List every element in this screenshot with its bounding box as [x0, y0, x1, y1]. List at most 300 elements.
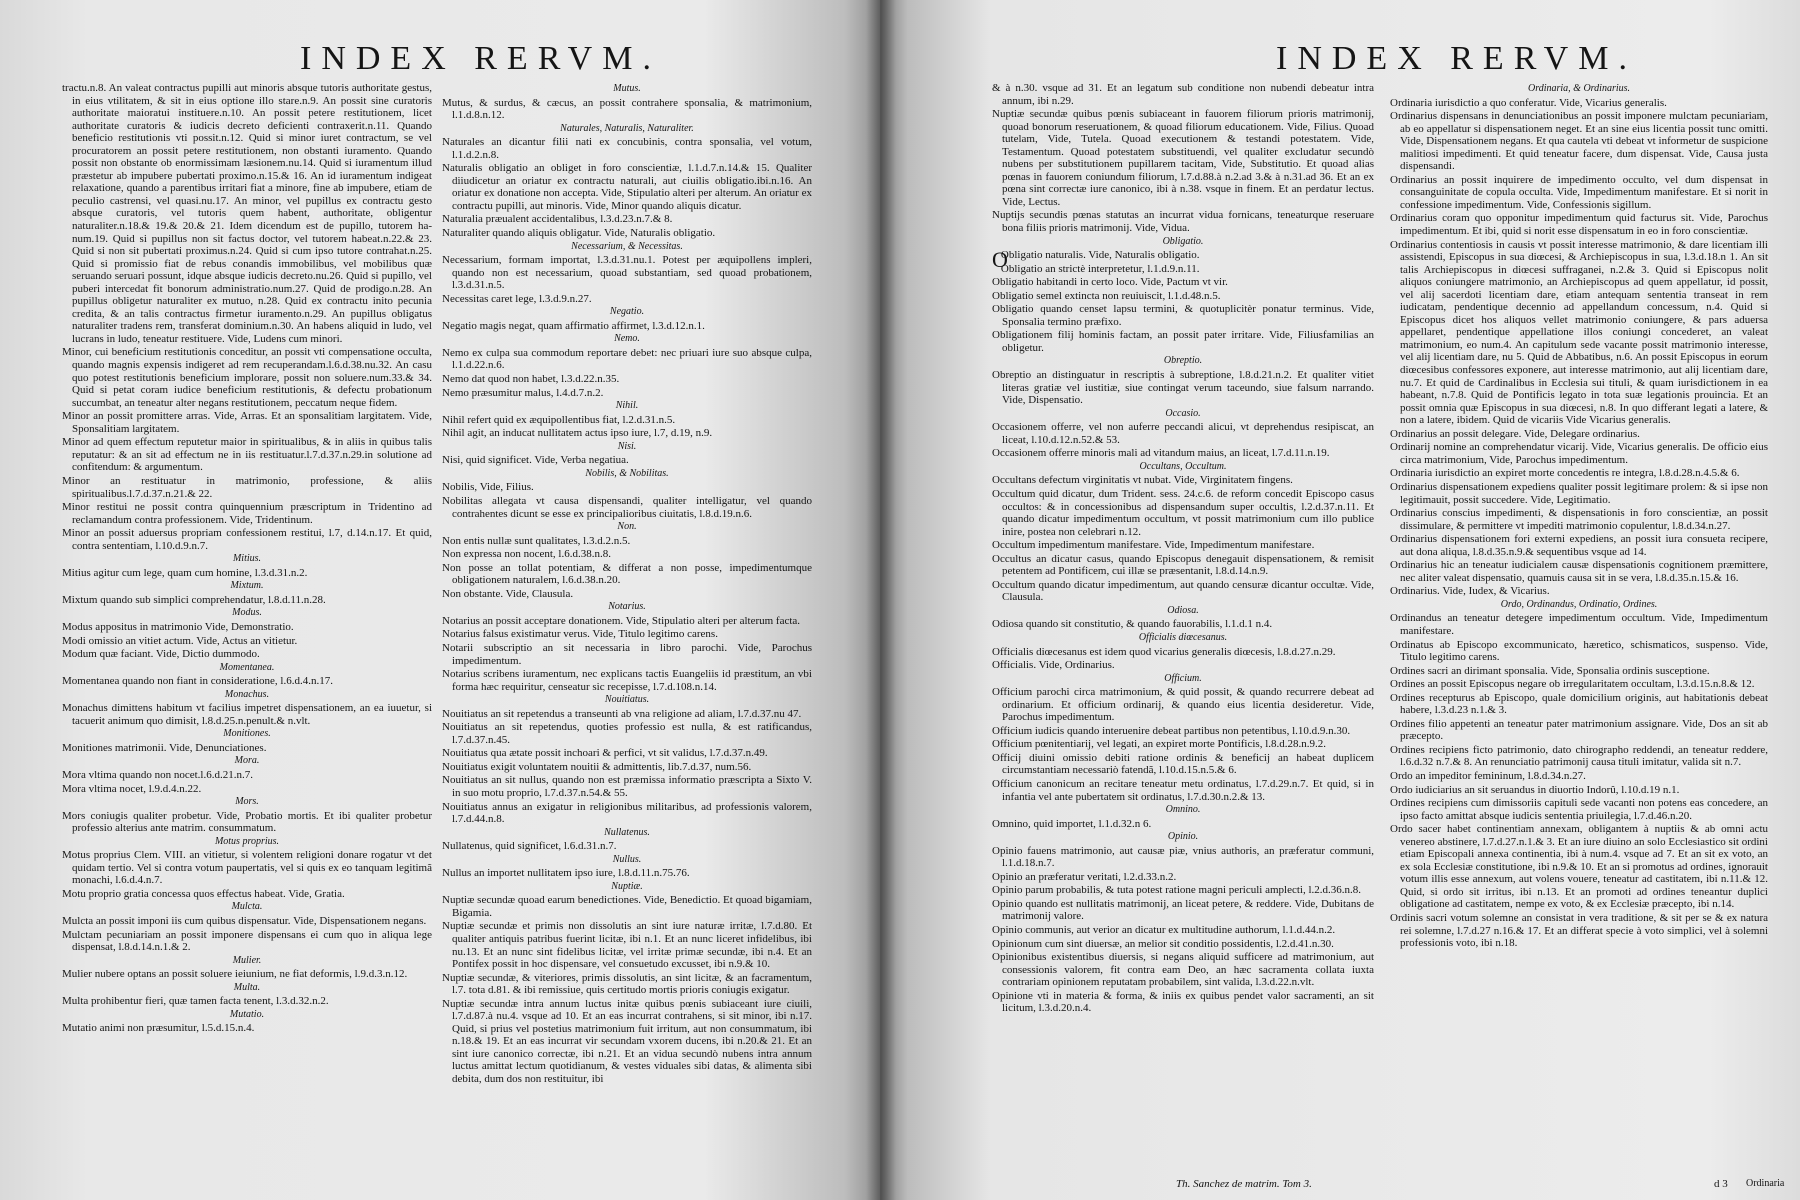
- index-entry: [992, 686, 1374, 724]
- index-entry: [992, 369, 1374, 407]
- index-entry-text: Minor ad quem effectum reputetur maior in spiritualibus, & in aliis in quibus talis reputatur: & an sit ad effectum ne in iis restituatur.l.7.d.37.n.29.in solutione ad confitendum: & argumentum.: [62, 436, 432, 474]
- index-entry: [1390, 97, 1768, 110]
- index-entry-text: Mulctam pecuniariam an possit imponere dispensans ei cum quo in aliqua lege dispensat, l.8.d.14.n.1.& 2.: [62, 928, 432, 954]
- section-heading-text: Occasio.: [1165, 407, 1201, 419]
- index-entry: [1390, 585, 1768, 598]
- index-entry: [62, 621, 432, 634]
- section-heading-text: Nobilis, & Nobilitas.: [585, 467, 669, 479]
- index-entry-text: Necessitas caret lege, l.3.d.9.n.27.: [442, 292, 592, 305]
- index-entry: [992, 488, 1374, 538]
- index-entry: [992, 276, 1374, 289]
- section-heading: [62, 796, 432, 809]
- index-entry-text: Nullus an importet nullitatem ipso iure, l.8.d.11.n.75.76.: [442, 867, 690, 880]
- section-heading-text: Ordinaria, & Ordinarius.: [1527, 83, 1631, 94]
- index-entry-text: Nemo præsumitur malus, l.4.d.7.n.2.: [442, 386, 604, 399]
- section-heading: [62, 982, 432, 995]
- index-entry: [442, 972, 812, 997]
- index-entry-text: Mora vltima quando non nocet.l.6.d.21.n.7.: [62, 768, 253, 781]
- index-entry-text: Opinione vti in materia & forma, & iniis ex quibus pendet valor sacramenti, an sit licitum, l.3.d.20.n.4.: [992, 989, 1374, 1015]
- index-entry-text: Nemo ex culpa sua commodum reportare debet: nec priuari iure suo absque culpa, l.1.d.22.n.6.: [442, 346, 812, 372]
- index-entry-text: Nouitiatus annus an exigatur in religionibus militaribus, ad professionis valorem, l.7.d.44.n.8.: [442, 800, 812, 826]
- index-entry: [62, 346, 432, 409]
- index-entry-text: Nuptiæ secundæ quoad earum benedictiones. Vide, Benedictio. Et quoad bigamiam, Bigamia.: [442, 894, 812, 919]
- index-entry: [442, 97, 812, 122]
- index-entry-text: Opinio an præferatur veritati, l.2.d.33.n.2.: [992, 870, 1177, 883]
- index-entry: [62, 742, 432, 755]
- index-entry-text: Naturalia præualent accidentalibus, l.3.d.23.n.7.& 8.: [442, 213, 673, 226]
- index-entry-text: Ordinarius dispensationem fori externi expediens, an possit iura consueta recipere, aut dona aliqua, l.8.d.35.n.9.& sequentibus vsque ad 14.: [1390, 533, 1768, 558]
- index-entry: [442, 894, 812, 919]
- index-entry-text: Minor an possit aduersus propriam confessionem restitui, l.7, d.14.n.17. Et quid, contra sententiam, l.10.d.9.n.7.: [62, 527, 432, 552]
- section-heading: [62, 1009, 432, 1022]
- index-entry-text: Naturalis obligatio an obliget in foro conscientiæ, l.1.d.7.n.14.& 15. Qualiter diiudicetur an oriatur ex contractu naturali, aut ciuilis obligatio.ibi.n.16. An oriatur ex donatione non accepta. Vide, Stipulatio alteri per alterum. An oriatur ex contractu pupilli, aut minoris. Vide, Minor quando aliquis dicatur.: [442, 162, 812, 212]
- section-heading-text: Obreptio.: [1163, 355, 1203, 367]
- index-entry-text: Ordinatus ab Episcopo excommunicato, hæretico, schismaticos, suspenso. Vide, Titulo legitimo carens.: [1390, 638, 1768, 664]
- index-entry: [62, 475, 432, 500]
- index-entry-text: Ordinis sacri votum solemne an consistat in vera traditione, & sit per se & ex natura rei solemne, l.7.d.27 n.16.& 17. Et an differat specie à voto simplici, vel à solemni professionis voto, ibi n.18.: [1390, 912, 1768, 950]
- section-heading: [62, 607, 432, 620]
- section-heading-text: Occultans, Occultum.: [1139, 460, 1227, 472]
- index-column: [62, 82, 432, 1182]
- section-heading-text: Omnino.: [1165, 804, 1201, 816]
- index-entry-text: Nuptiæ secundæ et primis non dissolutis an sint iure naturæ irritæ, l.7.d.80. Et qualiter antiquis patribus fuerint licitæ, ibi n.1. Et an nunc liceret infidelibus, ibi nu.13. Et an nunc sint fidelibus licitæ, vel irritæ primæ secundæ, ibi n.4. Et an Pontifex possit in hoc dispensare, vel consuetudo excusset, ibi n.9.& 10.: [442, 920, 812, 971]
- index-entry: [992, 951, 1374, 989]
- index-entry-text: Non posse an tollat potentiam, & differat a non posse, impedimentumque obligationem naturalem, l.6.d.38.n.20.: [442, 561, 812, 587]
- index-entry: [992, 290, 1374, 303]
- index-entry: [442, 213, 812, 226]
- index-entry: [1390, 174, 1768, 212]
- index-entry-text: Officialis diœcesanus est idem quod vicarius generalis diœcesis, l.8.d.27.n.29.: [992, 645, 1336, 658]
- index-entry-text: Officialis. Vide, Ordinarius.: [992, 659, 1115, 672]
- index-entry: [442, 801, 812, 826]
- index-entry: [442, 998, 812, 1086]
- index-entry-text: Ordines recipiens cum dimissoriis capituli sede vacanti non potens eas concedere, an ipso facto amittat absque iudicis sententia priuilegia, l.7.d.46.n.20.: [1390, 797, 1768, 822]
- section-heading-text: Mutus.: [613, 83, 641, 94]
- index-entry: [62, 888, 432, 901]
- index-entry-text: Officium canonicum an recitare teneatur metu ordinatus, l.7.d.29.n.7. Et quid, si in infantia vel ante pubertatem sit ordinatus, l.7.d.30.n.2.& 13.: [992, 777, 1374, 803]
- section-heading-text: Nisi.: [617, 440, 637, 452]
- section-heading: [992, 355, 1374, 368]
- index-entry-text: Opinio quando est nullitatis matrimonij, an liceat petere, & reddere. Vide, Dubitans de matrimonij valore.: [992, 897, 1374, 923]
- index-entry-text: Ordinarius an possit inquirere de impedimento occulto, vel dum dispensat in consanguinitate de copula occulta. Vide, Impedimentum manifestare. Et si norit in confessione impedimentum. Vide, Confessionis sigillum.: [1390, 173, 1768, 211]
- index-entry: [1390, 481, 1768, 506]
- index-entry-text: Obligatio an strictè interpretetur, l.1.d.9.n.11.: [1000, 262, 1200, 275]
- index-entry-text: Naturaliter quando aliquis obligatur. Vide, Naturalis obligatio.: [442, 227, 716, 240]
- index-entry-text: Nuptiæ secundæ quibus pœnis subiaceant in fauorem filiorum prioris matrimonij, quoad bonorum reseruationem, & quoad filiorum educationem. Vide, Filius. Quoad tutelam, Vide, Tutela. Quoad executionem & testandi potestatem. Vide, Testamentum. Quoad potestatem substituendi, vel qualiter excludatur secundò nubens per substitutionem pupillarem tacitam, Vide, Substitutio. Et quoad alias pœnas in fauorem coniundum filiorum, l.7.d.88.à n.2.ad 3.& à n.31.ad 36. Et an ex pœna sint correctæ iure canonico, ibi à n.38. vsque in finem. Et an perdatur lectus. Vide, Lectus.: [992, 108, 1374, 208]
- index-entry: [62, 436, 432, 474]
- index-entry: [442, 254, 812, 292]
- index-entry: [1390, 428, 1768, 441]
- index-entry: [1390, 467, 1768, 480]
- index-entry-text: Opinio fauens matrimonio, aut causæ piæ, vnius authoris, an præferatur communi, l.1.d.18.n.7.: [992, 844, 1374, 870]
- index-entry-text: Minor restitui ne possit contra quinquennium præscriptum in Tridentino ad reclamandum contra professionem. Vide, Tridentinum.: [62, 501, 432, 526]
- index-entry-text: Nouitiatus an sit repetendus, quoties professio est nulla, & est ratificandus, l.7.d.37.n.45.: [442, 721, 812, 746]
- index-entry: [62, 675, 432, 688]
- section-heading-text: Mutatio.: [229, 1008, 265, 1020]
- section-heading: [442, 441, 812, 454]
- book-gutter: [866, 0, 896, 1200]
- section-heading: [992, 673, 1374, 686]
- section-heading: [442, 881, 812, 894]
- index-entry: [62, 594, 432, 607]
- index-entry-text: Obligatio semel extincta non reuiuiscit, l.1.d.48.n.5.: [992, 289, 1221, 302]
- index-entry-text: Ordinarius contentiosis in causis vt possit interesse matrimonio, & dare licentiam illi assistendi, Episcopus in sua diœcesi, & Archiepiscopus in sua, l.3.d.18.n 1. An sit talis Archiepiscopus in diœcesi suffraganei, n.2.& 3. Quid si Episcopus nolit aliquos coniungere matrimonio, an Archiepiscopus ad quem appellatur, id possit, vel alij sacerdoti licentiam dare, etiam antequam sententia transeat in rem iudicatam, pendentique decennio ad appellandum concessum, n.4. Quid si Episcopus dicet hos aliquos vellet matrimonio coniungere, & pars aduersa appellaret, pendentique appellatione illos coniungi concederet, an valeat matrimonium, eo num.4. An capitulum sede vacante possit matrimonio interesse, vel alij licentiam dare, nu 5. Quid de Abbatibus, n.6. An possit Episcopus in eorum diœcesibus confessores exponere, aut interesse matrimonio, aut alij licentiam dare, nu.7. Et quid de Cardinalibus in Ecclesia sui tituli, & quam iurisdictionem in ea habeant, n.7.8. Quid de Pontificis legato in tota suæ legationis prouincia. Et an possit omnia quæ Episcopus in sua diœcesi, n.8. In quo differant legati a latere, & non a latere, ibidem. Quid de vicariis Vide Vicarius generalis.: [1390, 238, 1768, 427]
- index-entry: [992, 303, 1374, 328]
- index-entry: [442, 628, 812, 641]
- index-entry: [1390, 692, 1768, 717]
- index-entry-text: Mulier nubere optans an possit soluere ieiunium, ne fiat deformis, l.9.d.3.n.12.: [62, 968, 408, 981]
- index-entry-text: Momentanea quando non fiant in consideratione, l.6.d.4.n.17.: [62, 675, 333, 688]
- index-entry-text: Ordinarius conscius impedimenti, & dispensationis in foro conscientiæ, an possit dissimulare, & permittere vt impediti matrimonio copulentur, l.8.d.34.n.27.: [1390, 507, 1768, 532]
- section-heading: [442, 306, 812, 319]
- index-entry: [1390, 639, 1768, 664]
- index-entry: [442, 454, 812, 467]
- section-heading-text: Nullatenus.: [604, 826, 650, 838]
- index-entry-text: Obligatio habitandi in certo loco. Vide, Pactum vt vir.: [992, 276, 1228, 289]
- footer-author-line: Th. Sanchez de matrim. Tom 3.: [1176, 1178, 1312, 1190]
- index-entry-text: Multa prohibentur fieri, quæ tamen facta tenent, l.3.d.32.n.2.: [62, 995, 329, 1008]
- index-entry: [992, 845, 1374, 870]
- index-entry-text: Obreptio an distinguatur in rescriptis à subreptione, l.8.d.21.n.2. Et qualiter vitiet literas gratiæ vel iustitiæ, siue contingat verum taceundo, siue falsum narrando. Vide, Dispensatio.: [992, 369, 1374, 407]
- index-entry: [1390, 612, 1768, 637]
- index-entry-text: Non obstante. Vide, Clausula.: [442, 587, 574, 600]
- index-entry: [1390, 665, 1768, 678]
- index-entry: [1390, 718, 1768, 743]
- section-heading: [992, 632, 1374, 645]
- page-header: INDEX RERVM.: [300, 40, 661, 77]
- section-heading: [442, 521, 812, 534]
- index-entry: [992, 553, 1374, 578]
- section-heading-text: Nouitiatus.: [604, 694, 650, 706]
- signature-mark: d 3: [1714, 1178, 1728, 1190]
- index-entry-text: Ordinarius an possit delegare. Vide, Delegare ordinarius.: [1390, 427, 1640, 440]
- index-entry: [992, 752, 1374, 777]
- section-heading-text: Notarius.: [608, 601, 646, 613]
- index-entry-text: Ordinarius dispensans in denunciationibus an possit imponere mulctam pecuniariam, ab eo appellatur si dispensationem neget. Et an sine eius licentia possit tunc omitti. Vide, Dispensationem negans. Et qua cautela vti debeat vt informetur de suspicione malitiosi impedimenti. Et quid teneatur facere, dum dispensat. Vide, Causa justa dispensandi.: [1390, 110, 1768, 173]
- index-entry-text: Ordo an impeditor femininum, l.8.d.34.n.27.: [1390, 769, 1586, 782]
- index-entry-text: Notarius scribens iuramentum, nec explicans tactis Euangeliis id præstitum, an vbi forma hæc requiritur, censeatur sic recepisse, l.7.d.108.n.14.: [442, 668, 812, 693]
- section-heading: [442, 854, 812, 867]
- section-heading-text: Momentanea.: [219, 661, 275, 673]
- index-entry: [992, 421, 1374, 446]
- index-entry-text: Obligationem filij hominis factam, an possit pater irritare. Vide, Filiusfamilias an obligetur.: [992, 329, 1374, 354]
- index-entry: [442, 136, 812, 161]
- section-heading: [442, 400, 812, 413]
- section-heading-text: Mitius.: [232, 553, 262, 565]
- index-entry: [992, 778, 1374, 803]
- index-entry-text: Nemo dat quod non habet, l.3.d.22.n.35.: [442, 373, 620, 386]
- index-entry-text: Minor an restituatur in matrimonio, professione, & aliis spiritualibus.l.7.d.37.n.21.& 22.: [62, 474, 432, 500]
- index-entry-text: Nihil refert quid ex æquipollentibus fiat, l.2.d.31.n.5.: [442, 413, 676, 426]
- index-entry-text: Modi omissio an vitiet actum. Vide, Actus an vitietur.: [62, 634, 298, 647]
- section-heading: [62, 901, 432, 914]
- index-entry-text: Ordinarij nomine an comprehendatur vicarij. Vide, Vicarius generalis. De officio eius circa matrimonium, Vide, Parochus impedimentum.: [1390, 441, 1768, 466]
- section-heading: [992, 408, 1374, 421]
- index-entry: [442, 867, 812, 880]
- index-entry: [992, 579, 1374, 604]
- index-entry: [442, 747, 812, 760]
- index-entry-text: Nuptiæ secundæ, & viteriores, primis dissolutis, an sint licitæ, & an facramentum, l.7. tota d.81. & ibi remissiue, quis certitudo mortis prioris coniugis exigatur.: [442, 971, 812, 997]
- section-heading-text: Mulier.: [232, 954, 262, 966]
- index-entry: [992, 898, 1374, 923]
- index-entry: [442, 562, 812, 587]
- index-entry-text: Ordines an possit Episcopus negare ob irregularitatem occultam, l.3.d.15.n.8.& 12.: [1390, 678, 1755, 691]
- index-entry-text: Nuptiæ secundæ intra annum luctus initæ quibus pœnis subiaceant iure ciuili, l.7.d.87.à nu.4. vsque ad 10. Et an eas incurrat contrahens, si sit minor, ibi n.17. Quid, si prius vel postetius matrimonium fuit irritum, aut non consummatum, ibi n.18.& 19. Et an eas incurrat vir secundam vxorem ducens, ibi n.20.& 21. Et an sint iure canonico correctæ, ibi n.21. Et an vidua secundò nubens intra annum luctus amittat lectum quotidianum, & vestes viduales sibi datas, & alimenta sibi debita, dum dos non restituitur, ibi: [442, 997, 812, 1086]
- index-entry: [442, 227, 812, 240]
- index-entry: [442, 642, 812, 667]
- index-entry-text: Monachus dimittens habitum vt facilius impetret dispensationem, an ea iuuetur, si tacuerit animum quo dimisit, l.8.d.25.n.penult.& n.vlt.: [62, 702, 432, 727]
- index-entry-text: Naturales an dicantur filii nati ex concubinis, contra sponsalia, vel votum, l.1.d.2.n.8.: [442, 136, 812, 161]
- index-entry-text: & à n.30. vsque ad 31. Et an legatum sub conditione non nubendi debeatur intra annum, ibi n.29.: [992, 82, 1374, 107]
- index-entry: [442, 668, 812, 693]
- index-entry-text: Odiosa quando sit constitutio, & quando fauorabilis, l.1.d.1 n.4.: [992, 618, 1273, 631]
- index-entry: [1390, 678, 1768, 691]
- index-entry: [992, 938, 1374, 951]
- section-heading-text: Mixtum.: [230, 580, 264, 592]
- section-heading-text: Opinio.: [1167, 831, 1199, 843]
- section-heading: [992, 236, 1374, 249]
- index-entry: [62, 968, 432, 981]
- index-entry-text: Nullatenus, quid significet, l.6.d.31.n.7.: [442, 840, 617, 853]
- index-entry-text: Mora vltima nocet, l.9.d.4.n.22.: [62, 782, 202, 795]
- index-entry-text: Ordinarius dispensationem expediens qualiter possit legitimare prolem: & si ipse non legitimauit, possit succedere. Vide, Legitimatio.: [1390, 480, 1768, 506]
- index-entry-text: Omnino, quid importet, l.1.d.32.n 6.: [992, 817, 1152, 830]
- index-entry: [992, 818, 1374, 831]
- index-entry-text: Ordines recipiens ficto patrimonio, dato chirographo reddendi, an teneatur reddere, l.6.d.32 n.7.& 8. An renunciatio patrimonij causa tituli imitatur, valida sit n.7.: [1390, 743, 1768, 769]
- index-entry-text: Non entis nullæ sunt qualitates, l.3.d.2.n.5.: [442, 534, 631, 547]
- index-entry: [62, 635, 432, 648]
- index-entry-text: Ordines sacri an dirimant sponsalia. Vide, Sponsalia ordinis susceptione.: [1390, 664, 1710, 677]
- index-entry: [1390, 533, 1768, 558]
- section-heading: [62, 662, 432, 675]
- index-entry: [62, 810, 432, 835]
- section-heading: [1390, 83, 1768, 96]
- section-heading: [442, 827, 812, 840]
- section-heading-text: Nemo.: [614, 333, 640, 345]
- index-entry: [1390, 441, 1768, 466]
- index-entry-text: Ordinandus an teneatur detegere impedimentum occultum. Vide, Impedimentum manifestare.: [1390, 612, 1768, 637]
- index-entry: [992, 924, 1374, 937]
- section-heading-text: Modus.: [232, 607, 262, 619]
- index-entry: [992, 659, 1374, 672]
- index-entry-text: Nuptijs secundis pœnas statutas an incurrat vidua fornicans, teneaturque reseruare bona filiis prioris matrimonij. Vide, Vidua.: [992, 209, 1374, 235]
- index-entry-text: Non expressa non nocent, l.6.d.38.n.8.: [442, 548, 611, 561]
- index-entry-text: Opinionum cum sint diuersæ, an melior sit conditio possidentis, l.2.d.41.n.30.: [992, 937, 1334, 950]
- index-entry: [442, 548, 812, 561]
- index-entry: [992, 884, 1374, 897]
- index-entry-text: Ordinaria iurisdictio an expiret morte concedentis re integra, l.8.d.28.n.4.5.& 6.: [1390, 467, 1740, 480]
- index-entry-text: Occultus an dicatur casus, quando Episcopus denegauit dispensationem, & remisit petentem ad Pontificem, cui illæ se præsentanit, l.8.d.14.n.9.: [992, 552, 1374, 578]
- index-entry-text: Officij diuini omissio debiti ratione ordinis & beneficij an habeat duplicem circumstantiam necessariò fatendã, l.10.d.15.n.5.& 6.: [992, 751, 1374, 777]
- index-entry: [1390, 784, 1768, 797]
- section-heading-text: Mora.: [234, 755, 260, 767]
- index-entry: [992, 329, 1374, 354]
- index-entry: [442, 840, 812, 853]
- index-entry-text: Officium iudicis quando interuenire debeat partibus non petentibus, l.10.d.9.n.30.: [992, 724, 1351, 737]
- index-entry: [442, 774, 812, 799]
- index-entry: [442, 293, 812, 306]
- section-heading-text: Nuptiæ.: [611, 880, 643, 892]
- index-entry: [442, 721, 812, 746]
- section-heading: [62, 836, 432, 849]
- index-column: [992, 82, 1374, 1182]
- initial-letter: O: [992, 247, 1008, 273]
- index-entry-text: Opinionibus existentibus diuersis, si negans aliquid sufficere ad matrimonium, aut consessionis valorem, fit contra eam Deo, an hæc sacramenta collata iuxta contrariam opinionem reputatam probabilem, sint valida, l.3.d.22.n.vlt.: [992, 951, 1374, 989]
- index-entry-text: Notarii subscriptio an sit necessaria in libro parochi. Vide, Parochus impedimentum.: [442, 641, 812, 667]
- index-entry: [992, 738, 1374, 751]
- section-heading-text: Motus proprius.: [214, 835, 280, 847]
- index-entry: [442, 615, 812, 628]
- section-heading-text: Officium.: [1164, 672, 1202, 684]
- index-entry-text: Ordinarius coram quo opponitur impedimentum quid facturus sit. Vide, Parochus impedimentum. Et ibi, quid si norit esse dispensatum in eo in foro conscientiæ.: [1390, 212, 1768, 238]
- index-entry-text: Ordines recepturus ab Episcopo, quale domicilium originis, aut habitationis debeat habere, l.3.d.23 n.1.& 3.: [1390, 691, 1768, 717]
- index-column: [442, 82, 812, 1182]
- index-entry: [992, 539, 1374, 552]
- index-column: [1390, 82, 1768, 1182]
- section-heading: [62, 955, 432, 968]
- index-entry: [62, 915, 432, 928]
- index-entry: [62, 82, 432, 345]
- index-entry: [992, 871, 1374, 884]
- section-heading-text: Ordo, Ordinandus, Ordinatio, Ordines.: [1500, 598, 1658, 610]
- index-entry-text: Minor an possit promittere arras. Vide, Arras. Et an sponsalitiam largitatem. Vide, Sponsalitiam largitatem.: [62, 410, 432, 435]
- index-entry: [442, 588, 812, 601]
- index-entry: [1390, 797, 1768, 822]
- section-heading: [442, 123, 812, 136]
- index-entry-text: Necessarium, formam importat, l.3.d.31.nu.1. Potest per æquipollens impleri, quando non est necessarium, quoad substantiam, sed quoad probationem, l.3.d.31.n.5.: [442, 254, 812, 292]
- index-entry: [992, 209, 1374, 234]
- index-entry-text: Notarius falsus existimatur verus. Vide, Titulo legitimo carens.: [442, 628, 718, 641]
- left-page: [0, 0, 880, 1200]
- section-heading-text: Obligatio.: [1162, 235, 1204, 247]
- index-entry-text: Nobilitas allegata vt causa dispensandi, qualiter intelligatur, vel quando contrahentes dicunt se esse ex principalioribus ciuitatis, l.8.d.19.n.6.: [442, 494, 812, 520]
- index-entry-text: Officium pœnitentiarij, vel legati, an expiret morte Pontificis, l.8.d.28.n.9.2.: [992, 738, 1327, 751]
- section-heading: [442, 694, 812, 707]
- index-entry-text: Occasionem offerre, vel non auferre peccandi alicui, vt deprehendus resipiscat, an liceat, l.10.d.12.n.52.& 53.: [992, 421, 1374, 446]
- index-entry: [992, 990, 1374, 1015]
- index-entry: [1390, 823, 1768, 911]
- index-entry-text: Nouitiatus an sit repetendus a transeunti ab vna religione ad aliam, l.7.d.37.nu 47.: [442, 707, 802, 720]
- index-entry-text: Mutatio animi non præsumitur, l.5.d.15.n.4.: [62, 1022, 255, 1035]
- section-heading-text: Monitiones.: [223, 728, 271, 740]
- index-entry-text: Occasionem offerre minoris mali ad vitandum maius, an liceat, l.7.d.11.n.19.: [992, 447, 1330, 460]
- section-heading: [1390, 599, 1768, 612]
- section-heading: [62, 755, 432, 768]
- section-heading: [992, 605, 1374, 618]
- index-entry: [442, 414, 812, 427]
- section-heading-text: Mulcta.: [231, 901, 263, 913]
- index-entry: [992, 725, 1374, 738]
- index-entry: [992, 82, 1374, 107]
- section-heading-text: Non.: [617, 521, 637, 533]
- index-entry: [442, 427, 812, 440]
- index-entry-text: Mors coniugis qualiter probetur. Vide, Probatio mortis. Et ibi qualiter probetur professio alterius ante matrim. consummatum.: [62, 809, 432, 835]
- index-entry: [62, 501, 432, 526]
- index-entry-text: Minor, cui beneficium restitutionis conceditur, an possit vti compensatione occulta, quando magnis expensis indigeret ad rem recuperandam.l.6.d.38.nu.32. An casu quo potest restitutionis beneficium implorare, possit non soluere.num.33.& 34. Quid si petat coram iudice beneficium restitutionis, & defectu probationum succumbat, an teneatur alter negans restitutionem, peccatum neque fidem.: [62, 346, 432, 409]
- index-entry-text: Occultum quid dicatur, dum Trident. sess. 24.c.6. de reform concedit Episcopo casus occultos: & in concessionibus ad dispensandum super occultis, l.2.d.37.n.11. Et quando dicatur impedimentum occultum, vt possit matrimonium cum illo publice inire, postea non celebrari n.12.: [992, 487, 1374, 538]
- index-entry: [1390, 507, 1768, 532]
- index-entry: [442, 495, 812, 520]
- index-entry: [62, 929, 432, 954]
- index-entry-text: Ordinarius. Vide, Iudex, & Vicarius.: [1390, 585, 1550, 598]
- section-heading: [62, 580, 432, 593]
- section-heading: [442, 601, 812, 614]
- index-entry: [442, 481, 812, 494]
- section-heading-text: Multa.: [233, 981, 261, 993]
- index-entry: [442, 347, 812, 372]
- section-heading: [992, 461, 1374, 474]
- index-entry: [992, 618, 1374, 631]
- index-entry: [442, 387, 812, 400]
- index-entry-text: Notarius an possit acceptare donationem. Vide, Stipulatio alteri per alterum facta.: [442, 614, 801, 627]
- index-entry-text: Mulcta an possit imponi iis cum quibus dispensatur. Vide, Dispensationem negans.: [62, 915, 427, 927]
- section-heading: [442, 468, 812, 481]
- right-page: [880, 0, 1800, 1200]
- index-entry: [62, 567, 432, 580]
- section-heading: [62, 728, 432, 741]
- section-heading-text: Nullus.: [612, 853, 642, 865]
- index-entry: [62, 648, 432, 661]
- index-entry-text: Occultans defectum virginitatis vt nubat. Vide, Virginitatem fingens.: [992, 474, 1293, 487]
- index-entry-text: Nouitiatus an sit nullus, quando non est præmissa informatio præscripta a Sixto V. in suo motu proprio, l.7.d.37.n.54.& 55.: [442, 774, 812, 799]
- section-heading: [442, 241, 812, 254]
- section-heading: [442, 83, 812, 96]
- index-entry: [442, 708, 812, 721]
- section-heading: [62, 553, 432, 566]
- index-entry: [62, 849, 432, 887]
- index-entry-text: Motus proprius Clem. VIII. an vitietur, si volentem religioni donare rogatur vt det quidam tertio. Vel si contra votum paupertatis, vel si quis ex eo tanquam legitimã monachi, l.6.d.4.n.7.: [62, 849, 432, 887]
- index-entry-text: Nisi, quid significet. Vide, Verba negatiua.: [442, 454, 629, 467]
- index-entry-text: Officium parochi circa matrimonium, & quid possit, & quando recurrere debeat ad ordinarium. Et officium ordinarij, & quando eius licentia desideretur. Vide, Parochus impedimentum.: [992, 686, 1374, 724]
- section-heading-text: Officialis diœcesanus.: [1138, 631, 1228, 643]
- index-entry-text: Ordines filio appetenti an teneatur pater matrimonium assignare. Vide, Dos an sit ab præcepto.: [1390, 717, 1768, 743]
- index-entry: [992, 646, 1374, 659]
- index-entry: [62, 527, 432, 552]
- section-heading-text: Mors.: [235, 796, 259, 808]
- index-entry-text: Modum quæ faciant. Vide, Dictio dummodo.: [62, 648, 260, 661]
- index-entry-text: Mutus, & surdus, & cæcus, an possit contrahere sponsalia, & matrimonium, l.1.d.8.n.12.: [442, 96, 812, 122]
- index-entry-text: Ordo iudiciarius an sit seruandus in diuortio Indorû, l.10.d.19 n.1.: [1390, 783, 1680, 796]
- index-entry: [62, 783, 432, 796]
- index-entry-text: Occultum impedimentum manifestare. Vide, Impedimentum manifestare.: [992, 539, 1315, 552]
- index-entry: [442, 373, 812, 386]
- index-entry-text: Opinio parum probabilis, & tuta potest ratione magni periculi amplecti, l.2.d.36.n.8.: [992, 884, 1362, 897]
- index-entry-text: Mitius agitur cum lege, quam cum homine, l.3.d.31.n.2.: [62, 566, 308, 579]
- index-entry-text: Ordinarius hic an teneatur iudicialem causæ dispensationis cognitionem præmittere, nec aliter valeat dispensatio, quamuis causa sit in se vera, l.8.d.35.n.15.& 16.: [1390, 559, 1768, 584]
- index-entry-text: Mixtum quando sub simplici comprehendatur, l.8.d.11.n.28.: [62, 593, 326, 606]
- index-entry: [62, 995, 432, 1008]
- index-entry-text: tractu.n.8. An valeat contractus pupilli aut minoris absque tutoris authoritate gestus, in eius vtilitatem, & sit in eius optione illo stare.n.9. An possit sine curatoris authoritate maioratui instituere.n.10. An possit petere restitutionem, licet authoritate curatoris & iudicis decreto deficienti contraxerit.n.11. Quando beneficio restitutionis vti possit.n.12. Quid si minor iuret contractum, se vel procuratorem an possit petere restitutionem, non obstanti iuramento. Quando possit non obstante ob enormissimam læsionem.nu.14. Quid si iuramentum illud præstetur ab impubere pubertati proximo.n.15.& 16. An id iuramentum indigeat relaxatione, quando a parentibus irritari fiat a minore, fine ab impubere, etiam de peculio castrensi, vel quasi.nu.17. An minor, vel pupillus ex contractu gesto absque curatoris, vel tutoris quem habent, authoritate, obligentur naturaliter.n.18.& 19.& 20.& 21. Idem dicendum est de pupillo, tutorem ha-num.19. Quid si pupillus non sit factus doctor, vel tutorem habeat.n.22.& 23. Quid si non sit pubertati proximus.n.24. Quid si cum ipso tutore contrahat.n.25. Quid si promissio fiat de rebus conandis immobilibus, vel mobilibus quæ seruando seruari possunt, idque absque iudicis decreto.nu.26. Quid si pupillo, vel puberi intercedat fit bonorum administratio.num.27. Quid de prodigo.n.28. An pupillus obligetur naturaliter ex mutuo, n.28. Quid ex contractu inito pecunia credita, & an talis contractus firmetur iuramento.n.29. An pupillus obligatus naturaliter tradens rem, transferat dominium.n.30. An habens aliquid in ludo, vel lucrans in ludo, teneatur restituere. Vide, Ludens cum minori.: [62, 82, 432, 345]
- section-heading-text: Naturales, Naturalis, Naturaliter.: [560, 122, 694, 134]
- index-entry-text: Negatio magis negat, quam affirmatio affirmet, l.3.d.12.n.1.: [442, 319, 705, 332]
- index-entry: [442, 920, 812, 970]
- index-entry-text: Obligatio quando censet lapsu termini, & quotuplicitèr ponatur terminus. Vide, Sponsalia termino præfixo.: [992, 303, 1374, 328]
- catchword: Ordinaria: [1746, 1178, 1785, 1189]
- index-entry-text: Nihil agit, an inducat nullitatem actus ipso iure, l.7, d.19, n.9.: [442, 427, 713, 440]
- index-entry: [1390, 239, 1768, 427]
- section-heading-text: Necessarium, & Necessitas.: [571, 240, 683, 252]
- index-entry: [1390, 744, 1768, 769]
- section-heading: [62, 689, 432, 702]
- index-entry: [1390, 559, 1768, 584]
- index-entry-text: Occultum quando dicatur impedimentum, aut quando censuræ dicantur occultæ. Vide, Clausula.: [992, 578, 1374, 604]
- index-entry-text: Nobilis, Vide, Filius.: [442, 481, 534, 494]
- index-entry: [62, 1022, 432, 1035]
- index-entry: [992, 108, 1374, 208]
- index-entry: [62, 410, 432, 435]
- index-entry: [442, 162, 812, 212]
- index-entry: [992, 447, 1374, 460]
